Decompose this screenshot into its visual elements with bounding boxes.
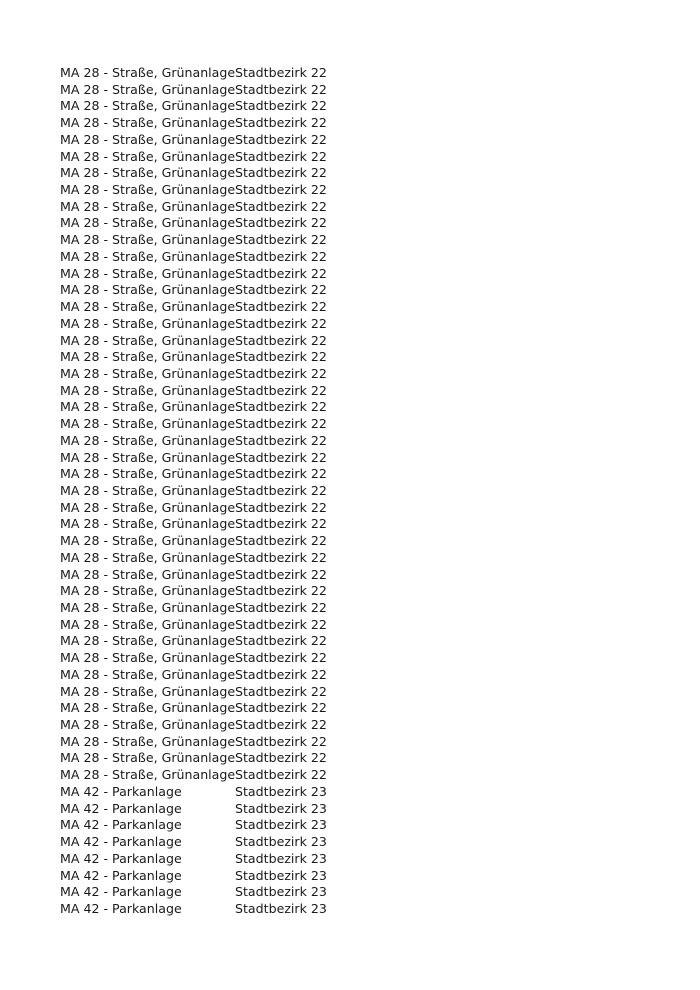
table-row	[60, 383, 360, 400]
department-cell: MA 28 - Straße, Grünanlage	[60, 449, 235, 465]
department-cell: MA 42 - Parkanlage	[60, 884, 182, 900]
district-cell: Stadtbezirk 23	[235, 817, 327, 833]
district-cell: Stadtbezirk 22	[235, 198, 327, 214]
department-cell: MA 42 - Parkanlage	[60, 867, 182, 883]
district-cell: Stadtbezirk 22	[235, 215, 327, 231]
table-row	[60, 717, 360, 734]
department-cell: MA 28 - Straße, Grünanlage	[60, 549, 235, 565]
table-row	[60, 767, 360, 784]
table-row	[60, 583, 360, 600]
department-cell: MA 28 - Straße, Grünanlage	[60, 683, 235, 699]
table-row	[60, 801, 360, 818]
department-cell: MA 28 - Straße, Grünanlage	[60, 583, 235, 599]
department-cell: MA 28 - Straße, Grünanlage	[60, 616, 235, 632]
district-cell: Stadtbezirk 22	[235, 382, 327, 398]
district-cell: Stadtbezirk 22	[235, 282, 327, 298]
department-cell: MA 28 - Straße, Grünanlage	[60, 65, 235, 80]
table-row	[60, 868, 360, 885]
department-cell: MA 28 - Straße, Grünanlage	[60, 516, 235, 532]
district-cell: Stadtbezirk 23	[235, 884, 327, 900]
district-cell: Stadtbezirk 22	[235, 650, 327, 666]
table-row	[60, 884, 360, 901]
district-cell: Stadtbezirk 22	[235, 700, 327, 716]
department-cell: MA 28 - Straße, Grünanlage	[60, 148, 235, 164]
department-cell: MA 28 - Straße, Grünanlage	[60, 482, 235, 498]
department-cell: MA 28 - Straße, Grünanlage	[60, 232, 235, 248]
district-cell: Stadtbezirk 22	[235, 549, 327, 565]
district-cell: Stadtbezirk 22	[235, 98, 327, 114]
table-row	[60, 333, 360, 350]
department-cell: MA 42 - Parkanlage	[60, 817, 182, 833]
district-cell: Stadtbezirk 22	[235, 315, 327, 331]
district-cell: Stadtbezirk 23	[235, 900, 327, 916]
district-cell: Stadtbezirk 23	[235, 783, 327, 799]
department-cell: MA 28 - Straße, Grünanlage	[60, 315, 235, 331]
table-row	[60, 684, 360, 701]
district-cell: Stadtbezirk 22	[235, 616, 327, 632]
table-row	[60, 466, 360, 483]
department-cell: MA 28 - Straße, Grünanlage	[60, 767, 235, 783]
department-cell: MA 28 - Straße, Grünanlage	[60, 399, 235, 415]
table-row	[60, 433, 360, 450]
table-row	[60, 249, 360, 266]
table-row	[60, 817, 360, 834]
table-row	[60, 316, 360, 333]
department-cell: MA 28 - Straße, Grünanlage	[60, 566, 235, 582]
table-row	[60, 700, 360, 717]
department-cell: MA 28 - Straße, Grünanlage	[60, 299, 235, 315]
department-cell: MA 28 - Straße, Grünanlage	[60, 717, 235, 733]
department-cell: MA 28 - Straße, Grünanlage	[60, 165, 235, 181]
table-row	[60, 366, 360, 383]
department-cell: MA 42 - Parkanlage	[60, 783, 182, 799]
table-row	[60, 165, 360, 182]
table-row	[60, 633, 360, 650]
table-row	[60, 750, 360, 767]
table-row	[60, 734, 360, 751]
department-cell: MA 28 - Straße, Grünanlage	[60, 81, 235, 97]
table-body	[60, 65, 360, 918]
department-cell: MA 28 - Straße, Grünanlage	[60, 650, 235, 666]
district-cell: Stadtbezirk 22	[235, 248, 327, 264]
district-cell: Stadtbezirk 23	[235, 850, 327, 866]
district-cell: Stadtbezirk 22	[235, 399, 327, 415]
table-row	[60, 533, 360, 550]
district-cell: Stadtbezirk 22	[235, 717, 327, 733]
district-cell: Stadtbezirk 22	[235, 65, 327, 80]
district-cell: Stadtbezirk 22	[235, 115, 327, 131]
table-row	[60, 399, 360, 416]
department-cell: MA 28 - Straße, Grünanlage	[60, 182, 235, 198]
table-row	[60, 834, 360, 851]
department-cell: MA 28 - Straße, Grünanlage	[60, 700, 235, 716]
table-row	[60, 82, 360, 99]
table-row	[60, 650, 360, 667]
department-cell: MA 28 - Straße, Grünanlage	[60, 198, 235, 214]
table-row	[60, 667, 360, 684]
department-cell: MA 42 - Parkanlage	[60, 800, 182, 816]
table-row	[60, 600, 360, 617]
table-row	[60, 851, 360, 868]
table-row	[60, 349, 360, 366]
table-row	[60, 567, 360, 584]
department-cell: MA 28 - Straße, Grünanlage	[60, 733, 235, 749]
district-cell: Stadtbezirk 22	[235, 683, 327, 699]
department-cell: MA 28 - Straße, Grünanlage	[60, 282, 235, 298]
table-row	[60, 215, 360, 232]
department-cell: MA 28 - Straße, Grünanlage	[60, 750, 235, 766]
district-cell: Stadtbezirk 23	[235, 834, 327, 850]
table-row	[60, 115, 360, 132]
table-row	[60, 65, 360, 82]
district-cell: Stadtbezirk 22	[235, 633, 327, 649]
district-cell: Stadtbezirk 22	[235, 416, 327, 432]
table-row	[60, 784, 360, 801]
district-cell: Stadtbezirk 22	[235, 349, 327, 365]
table-row	[60, 617, 360, 634]
district-cell: Stadtbezirk 23	[235, 800, 327, 816]
table-row	[60, 232, 360, 249]
department-cell: MA 28 - Straße, Grünanlage	[60, 600, 235, 615]
department-cell: MA 28 - Straße, Grünanlage	[60, 98, 235, 114]
district-cell: Stadtbezirk 22	[235, 299, 327, 315]
district-cell: Stadtbezirk 22	[235, 365, 327, 381]
district-cell: Stadtbezirk 22	[235, 81, 327, 97]
department-cell: MA 28 - Straße, Grünanlage	[60, 349, 235, 365]
table-row	[60, 149, 360, 166]
department-cell: MA 28 - Straße, Grünanlage	[60, 131, 235, 147]
table-row	[60, 516, 360, 533]
department-cell: MA 28 - Straße, Grünanlage	[60, 666, 235, 682]
department-cell: MA 28 - Straße, Grünanlage	[60, 416, 235, 432]
department-cell: MA 42 - Parkanlage	[60, 900, 182, 916]
district-cell: Stadtbezirk 22	[235, 131, 327, 147]
department-cell: MA 42 - Parkanlage	[60, 834, 182, 850]
table-row	[60, 299, 360, 316]
table-row	[60, 901, 360, 918]
department-cell: MA 28 - Straße, Grünanlage	[60, 499, 235, 515]
department-cell: MA 28 - Straße, Grünanlage	[60, 265, 235, 281]
department-cell: MA 28 - Straße, Grünanlage	[60, 633, 235, 649]
district-cell: Stadtbezirk 22	[235, 482, 327, 498]
district-cell: Stadtbezirk 22	[235, 466, 327, 482]
table-row	[60, 182, 360, 199]
table-row	[60, 500, 360, 517]
department-cell: MA 28 - Straße, Grünanlage	[60, 115, 235, 131]
district-cell: Stadtbezirk 22	[235, 499, 327, 515]
department-cell: MA 28 - Straße, Grünanlage	[60, 432, 235, 448]
district-cell: Stadtbezirk 22	[235, 533, 327, 549]
table-row	[60, 266, 360, 283]
district-cell: Stadtbezirk 22	[235, 566, 327, 582]
district-cell: Stadtbezirk 22	[235, 232, 327, 248]
district-cell: Stadtbezirk 22	[235, 666, 327, 682]
department-cell: MA 28 - Straße, Grünanlage	[60, 215, 235, 231]
department-cell: MA 28 - Straße, Grünanlage	[60, 466, 235, 482]
district-cell: Stadtbezirk 22	[235, 516, 327, 532]
district-cell: Stadtbezirk 22	[235, 583, 327, 599]
district-cell: Stadtbezirk 22	[235, 449, 327, 465]
district-cell: Stadtbezirk 22	[235, 733, 327, 749]
table-row	[60, 416, 360, 433]
district-cell: Stadtbezirk 22	[235, 332, 327, 348]
table-row	[60, 450, 360, 467]
district-cell: Stadtbezirk 22	[235, 182, 327, 198]
department-cell: MA 28 - Straße, Grünanlage	[60, 332, 235, 348]
district-cell: Stadtbezirk 22	[235, 165, 327, 181]
department-cell: MA 28 - Straße, Grünanlage	[60, 533, 235, 549]
district-cell: Stadtbezirk 22	[235, 600, 327, 615]
table-row	[60, 282, 360, 299]
department-cell: MA 42 - Parkanlage	[60, 850, 182, 866]
district-cell: Stadtbezirk 22	[235, 432, 327, 448]
district-cell: Stadtbezirk 23	[235, 867, 327, 883]
table-row	[60, 98, 360, 115]
table-row	[60, 550, 360, 567]
district-cell: Stadtbezirk 22	[235, 750, 327, 766]
department-cell: MA 28 - Straße, Grünanlage	[60, 382, 235, 398]
district-cell: Stadtbezirk 22	[235, 148, 327, 164]
table-row	[60, 199, 360, 216]
district-cell: Stadtbezirk 22	[235, 767, 327, 783]
table-row	[60, 132, 360, 149]
district-cell: Stadtbezirk 22	[235, 265, 327, 281]
table-row	[60, 483, 360, 500]
department-cell: MA 28 - Straße, Grünanlage	[60, 365, 235, 381]
department-cell: MA 28 - Straße, Grünanlage	[60, 248, 235, 264]
